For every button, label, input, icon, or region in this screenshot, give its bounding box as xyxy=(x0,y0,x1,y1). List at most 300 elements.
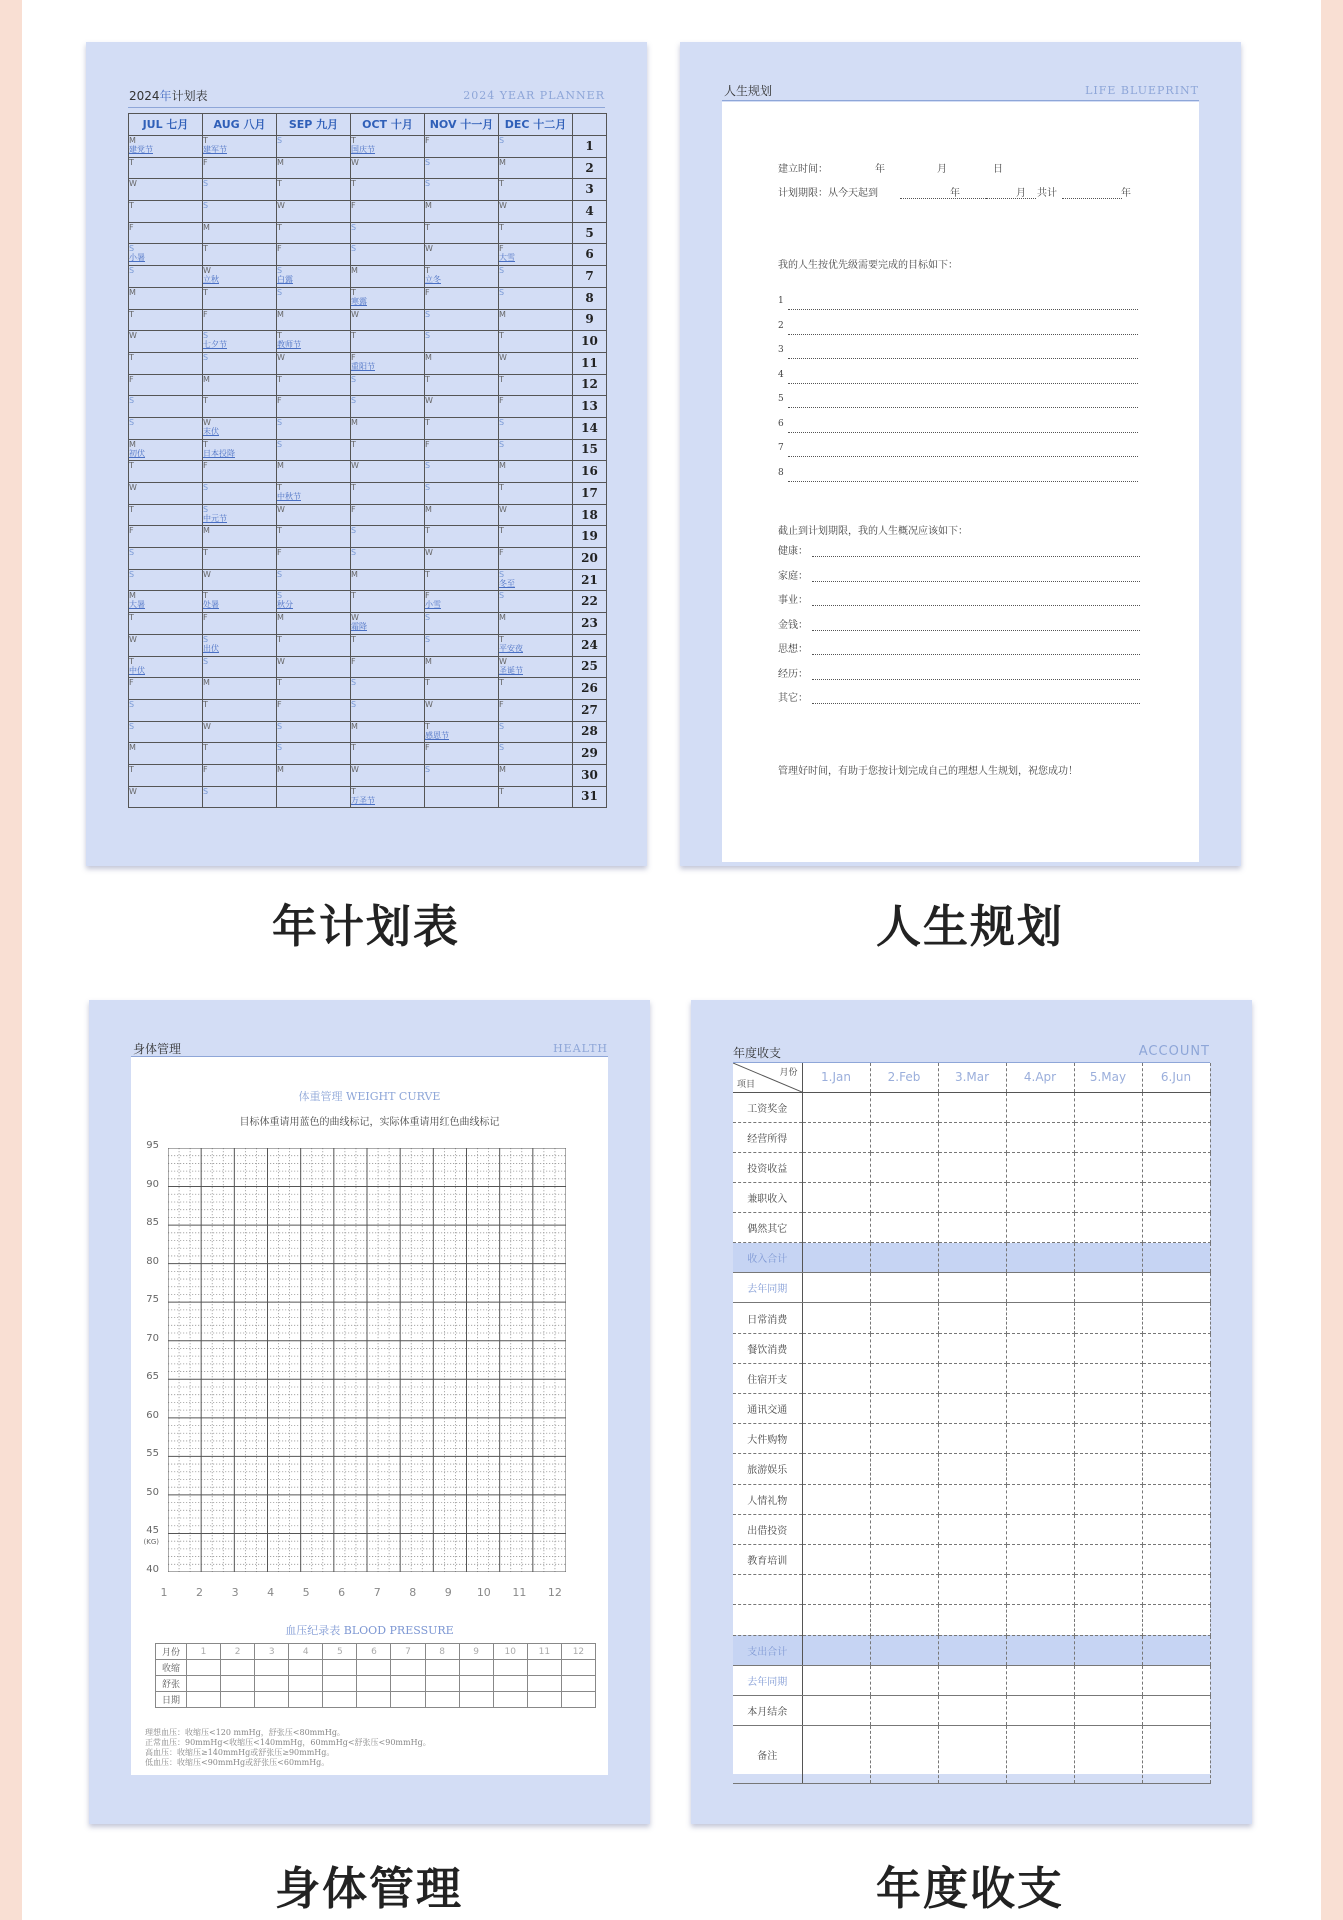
account-row-label xyxy=(733,1605,802,1635)
weekday-letter: T xyxy=(129,613,134,623)
day-number: 22 xyxy=(573,591,607,613)
weekday-letter: T xyxy=(499,331,504,341)
holiday-label: 大暑 xyxy=(129,600,145,610)
day-cell xyxy=(203,504,277,526)
goal-number: 2 xyxy=(778,320,784,331)
weekday-letter: T xyxy=(425,222,430,232)
goal-line xyxy=(788,481,1138,482)
weekday-letter: T xyxy=(499,374,504,384)
goal-number: 4 xyxy=(778,369,784,380)
account-cell xyxy=(1142,1514,1210,1544)
day-cell xyxy=(499,548,573,570)
account-cell xyxy=(870,1605,938,1635)
day-cell xyxy=(425,526,499,548)
day-cell xyxy=(425,743,499,765)
weekday-letter: S xyxy=(351,548,357,558)
weight-tick-label: 70 xyxy=(146,1332,159,1344)
account-cell xyxy=(1142,1725,1210,1783)
day-cell xyxy=(203,374,277,396)
account-month: 5.May xyxy=(1074,1063,1142,1092)
weekday-letter: S xyxy=(351,678,357,688)
status-area-line xyxy=(812,605,1140,606)
account-cell xyxy=(870,1394,938,1424)
status-area-line xyxy=(812,630,1140,631)
account-cell xyxy=(1074,1213,1142,1243)
bp-row xyxy=(156,1660,596,1676)
account-cell xyxy=(1074,1303,1142,1333)
day-cell xyxy=(499,634,573,656)
day-cell xyxy=(351,678,425,700)
day-cell xyxy=(351,699,425,721)
day-cell xyxy=(425,287,499,309)
account-cell xyxy=(802,1695,870,1725)
weekday-letter: T xyxy=(277,374,282,384)
day-cell xyxy=(351,764,425,786)
account-cell xyxy=(870,1695,938,1725)
day-cell xyxy=(129,548,203,570)
month-tick-label: 1 xyxy=(160,1586,168,1599)
bp-cell xyxy=(561,1692,595,1708)
account-cell xyxy=(1074,1273,1142,1303)
weekday-letter: M xyxy=(277,309,284,319)
day-number: 18 xyxy=(573,504,607,526)
weekday-letter: S xyxy=(499,721,505,731)
day-cell xyxy=(351,721,425,743)
day-cell xyxy=(277,374,351,396)
day-cell xyxy=(277,699,351,721)
weekday-letter: M xyxy=(203,678,210,688)
account-cell xyxy=(1006,1152,1074,1182)
planner-row xyxy=(129,136,607,158)
month-header: NOV 十一月 xyxy=(425,114,499,136)
account-card xyxy=(691,1000,1252,1824)
day-number: 21 xyxy=(573,569,607,591)
day-cell xyxy=(203,548,277,570)
status-area-label: 经历： xyxy=(778,668,808,680)
day-cell xyxy=(277,634,351,656)
month-tick-label: 4 xyxy=(267,1586,275,1599)
day-cell xyxy=(277,266,351,288)
day-cell xyxy=(277,656,351,678)
weight-grid xyxy=(168,1148,566,1572)
account-row xyxy=(733,1635,1210,1665)
day-number: 2 xyxy=(573,157,607,179)
account-cell xyxy=(802,1484,870,1514)
weekday-letter: F xyxy=(129,526,134,536)
weekday-letter: S xyxy=(499,266,505,276)
bp-cell xyxy=(255,1660,289,1676)
weekday-letter: T xyxy=(499,483,504,492)
planner-row xyxy=(129,569,607,591)
day-number: 1 xyxy=(573,136,607,158)
day-number: 20 xyxy=(573,548,607,570)
planner-row xyxy=(129,656,607,678)
planner-row xyxy=(129,222,607,244)
day-cell xyxy=(277,287,351,309)
account-row xyxy=(733,1454,1210,1484)
weight-tick-label: 90 xyxy=(146,1178,159,1190)
period-year-line xyxy=(900,198,986,199)
account-cell xyxy=(1074,1575,1142,1605)
account-cell xyxy=(802,1152,870,1182)
bp-month: 9 xyxy=(459,1644,493,1660)
holiday-label: 出伏 xyxy=(203,643,219,653)
account-row xyxy=(733,1424,1210,1454)
account-cell xyxy=(1074,1333,1142,1363)
day-number: 13 xyxy=(573,396,607,418)
holiday-label: 中伏 xyxy=(129,665,145,675)
day-cell xyxy=(425,483,499,505)
status-area-line xyxy=(812,581,1140,582)
weekday-letter: S xyxy=(203,352,209,362)
planner-row xyxy=(129,331,607,353)
weekday-letter: M xyxy=(203,374,210,384)
day-cell xyxy=(203,786,277,808)
weekday-letter: T xyxy=(351,331,356,341)
planner-row xyxy=(129,721,607,743)
day-cell xyxy=(129,656,203,678)
account-row-label: 日常消费 xyxy=(733,1303,802,1333)
weekday-letter: W xyxy=(351,764,359,774)
bp-cell xyxy=(425,1660,459,1676)
weekday-letter: S xyxy=(351,374,357,384)
account-cell xyxy=(1006,1273,1074,1303)
status-area-line xyxy=(812,556,1140,557)
weekday-letter: F xyxy=(203,309,208,319)
goal-number: 8 xyxy=(778,467,784,478)
weekday-letter: M xyxy=(129,287,136,297)
account-row xyxy=(733,1514,1210,1544)
day-cell xyxy=(499,743,573,765)
health-title: 身体管理 xyxy=(133,1042,182,1056)
weekday-letter: M xyxy=(129,439,136,449)
day-number: 15 xyxy=(573,439,607,461)
account-row-label: 餐饮消费 xyxy=(733,1333,802,1363)
weekday-letter: S xyxy=(499,569,505,579)
planner-row xyxy=(129,287,607,309)
bp-cell xyxy=(323,1660,357,1676)
goal-number: 5 xyxy=(778,394,784,404)
day-cell xyxy=(129,699,203,721)
planner-row xyxy=(129,417,607,439)
weekday-letter: T xyxy=(351,483,356,492)
account-cell xyxy=(802,1575,870,1605)
bp-cell xyxy=(391,1660,425,1676)
weekday-letter: W xyxy=(499,656,507,666)
account-cell xyxy=(1006,1243,1074,1273)
day-cell xyxy=(203,331,277,353)
account-row xyxy=(733,1575,1210,1605)
day-cell xyxy=(277,591,351,613)
account-cell xyxy=(1074,1695,1142,1725)
weekday-letter: T xyxy=(425,721,430,731)
weekday-letter: S xyxy=(351,396,357,406)
planner-row xyxy=(129,396,607,418)
day-number: 28 xyxy=(573,721,607,743)
holiday-label: 感恩节 xyxy=(425,730,449,740)
day-cell xyxy=(277,309,351,331)
bp-month: 1 xyxy=(187,1644,221,1660)
day-cell xyxy=(499,244,573,266)
account-row xyxy=(733,1363,1210,1393)
weekday-letter: M xyxy=(129,591,136,601)
account-cell xyxy=(1006,1303,1074,1333)
weekday-letter: T xyxy=(499,222,504,232)
weekday-letter: T xyxy=(203,743,208,753)
day-cell xyxy=(425,504,499,526)
weekday-letter: M xyxy=(425,352,432,362)
day-number: 12 xyxy=(573,374,607,396)
account-cell xyxy=(870,1575,938,1605)
day-cell xyxy=(425,157,499,179)
account-cell xyxy=(938,1363,1006,1393)
weekday-letter: W xyxy=(129,786,137,796)
holiday-label: 七夕节 xyxy=(203,340,227,350)
account-month: 4.Apr xyxy=(1006,1063,1074,1092)
bp-corner: 月份 xyxy=(156,1644,187,1660)
bp-month: 2 xyxy=(221,1644,255,1660)
account-cell xyxy=(1074,1394,1142,1424)
day-cell xyxy=(129,786,203,808)
weekday-letter: S xyxy=(351,699,357,709)
day-cell xyxy=(425,201,499,223)
weekday-letter: F xyxy=(351,656,356,666)
blood-pressure-table xyxy=(155,1643,596,1708)
goal-line xyxy=(788,309,1138,310)
weekday-letter: T xyxy=(129,157,134,167)
day-cell xyxy=(203,439,277,461)
day-cell xyxy=(129,201,203,223)
account-cell xyxy=(1006,1665,1074,1695)
weekday-letter: M xyxy=(499,309,506,319)
weekday-letter: W xyxy=(425,699,433,709)
life-title-en: LIFE BLUEPRINT xyxy=(1085,84,1199,97)
holiday-label: 大雪 xyxy=(499,253,515,263)
bp-cell xyxy=(425,1692,459,1708)
weekday-letter: S xyxy=(351,526,357,536)
status-area-label: 事业： xyxy=(778,595,808,606)
day-cell xyxy=(277,569,351,591)
day-cell xyxy=(203,483,277,505)
goal-number: 1 xyxy=(778,296,784,306)
day-cell xyxy=(351,331,425,353)
weekday-letter: W xyxy=(203,417,211,427)
bp-cell xyxy=(459,1660,493,1676)
day-cell xyxy=(425,764,499,786)
account-cell xyxy=(802,1122,870,1152)
weekday-letter: F xyxy=(425,591,430,601)
weekday-letter: S xyxy=(129,266,135,276)
account-cell xyxy=(938,1544,1006,1574)
account-row-label: 去年同期 xyxy=(733,1665,802,1695)
account-cell xyxy=(938,1484,1006,1514)
planner-row xyxy=(129,591,607,613)
weekday-letter: W xyxy=(277,352,285,362)
month-header: DEC 十二月 xyxy=(499,114,573,136)
day-cell xyxy=(499,309,573,331)
day-cell xyxy=(277,352,351,374)
account-row-label: 旅游娱乐 xyxy=(733,1454,802,1484)
account-cell xyxy=(1142,1575,1210,1605)
life-title: 人生规划 xyxy=(724,84,773,98)
status-area-label: 健康： xyxy=(778,546,808,557)
account-cell xyxy=(1142,1424,1210,1454)
day-number: 30 xyxy=(573,764,607,786)
weekday-letter: T xyxy=(203,548,208,558)
account-row xyxy=(733,1122,1210,1152)
status-intro: 截止到计划期限，我的人生概况应该如下： xyxy=(778,526,968,537)
bp-cell xyxy=(527,1676,561,1692)
holiday-label: 处暑 xyxy=(203,600,219,610)
account-cell xyxy=(1006,1544,1074,1574)
weekday-letter: M xyxy=(425,201,432,211)
weight-axis-unit: (KG) xyxy=(143,1538,159,1546)
day-cell xyxy=(129,417,203,439)
weekday-letter: T xyxy=(351,743,356,753)
day-cell xyxy=(425,266,499,288)
weekday-letter: W xyxy=(425,244,433,254)
day-number-header xyxy=(573,114,607,136)
account-month: 3.Mar xyxy=(938,1063,1006,1092)
year-planner-card xyxy=(86,42,647,866)
day-cell xyxy=(203,417,277,439)
weight-tick-label: 75 xyxy=(146,1294,159,1306)
planner-row xyxy=(129,548,607,570)
day-cell xyxy=(425,352,499,374)
weight-tick-label: 80 xyxy=(146,1255,159,1267)
day-cell xyxy=(277,331,351,353)
day-cell xyxy=(277,504,351,526)
account-cell xyxy=(938,1394,1006,1424)
account-row-label: 支出合计 xyxy=(733,1635,802,1665)
day-cell xyxy=(499,287,573,309)
day-number: 16 xyxy=(573,461,607,483)
day-cell xyxy=(277,786,351,808)
weekday-letter: S xyxy=(425,764,431,774)
account-row xyxy=(733,1544,1210,1574)
weekday-letter: W xyxy=(351,461,359,471)
day-cell xyxy=(277,721,351,743)
weekday-letter: T xyxy=(277,526,282,536)
account-month: 2.Feb xyxy=(870,1063,938,1092)
goal-line xyxy=(788,358,1138,359)
day-cell xyxy=(203,613,277,635)
weekday-letter: M xyxy=(351,569,358,579)
account-corner xyxy=(733,1063,802,1092)
established-month-word: 月 xyxy=(937,164,947,175)
life-plan-card xyxy=(680,42,1241,866)
day-cell xyxy=(499,331,573,353)
account-row xyxy=(733,1665,1210,1695)
weekday-letter: T xyxy=(203,591,208,601)
account-cell xyxy=(1006,1363,1074,1393)
day-cell xyxy=(351,396,425,418)
day-cell xyxy=(351,786,425,808)
account-cell xyxy=(1006,1122,1074,1152)
day-cell xyxy=(351,201,425,223)
weekday-letter: M xyxy=(203,222,210,232)
account-cell xyxy=(1006,1454,1074,1484)
account-row xyxy=(733,1394,1210,1424)
day-cell xyxy=(425,656,499,678)
weekday-letter: T xyxy=(129,352,134,362)
account-cell xyxy=(802,1635,870,1665)
period-year-word: 年 xyxy=(950,188,960,199)
day-cell xyxy=(203,656,277,678)
day-cell xyxy=(499,461,573,483)
planner-row xyxy=(129,764,607,786)
day-cell xyxy=(129,374,203,396)
weekday-letter: T xyxy=(129,656,134,666)
holiday-label: 霜降 xyxy=(351,622,367,632)
account-cell xyxy=(870,1092,938,1122)
bp-month: 5 xyxy=(323,1644,357,1660)
day-cell xyxy=(425,461,499,483)
planner-header-rule xyxy=(128,107,605,108)
weekday-letter: S xyxy=(499,439,505,449)
year-planner-table xyxy=(128,113,607,808)
day-cell xyxy=(351,526,425,548)
month-tick-label: 9 xyxy=(444,1586,452,1599)
holiday-label: 立秋 xyxy=(203,275,219,285)
day-cell xyxy=(203,634,277,656)
bp-cell xyxy=(357,1676,391,1692)
period-total-year-word: 年 xyxy=(1121,188,1131,199)
bp-note: 低血压：收缩压<90mmHg或舒张压<60mmHg。 xyxy=(145,1758,330,1767)
day-number: 31 xyxy=(573,786,607,808)
account-cell xyxy=(1006,1725,1074,1783)
bp-row-label: 日期 xyxy=(156,1692,187,1708)
day-cell xyxy=(277,483,351,505)
holiday-label: 中秋节 xyxy=(277,492,301,501)
day-cell xyxy=(277,743,351,765)
goal-number: 3 xyxy=(778,345,784,355)
weekday-letter: F xyxy=(425,439,430,449)
weekday-letter: W xyxy=(277,656,285,666)
weekday-letter: F xyxy=(425,287,430,297)
account-cell xyxy=(1006,1635,1074,1665)
account-cell xyxy=(802,1605,870,1635)
weekday-letter: S xyxy=(277,417,283,427)
account-cell xyxy=(938,1122,1006,1152)
weekday-letter: M xyxy=(425,656,432,666)
day-cell xyxy=(351,309,425,331)
weekday-letter: T xyxy=(499,678,504,688)
day-cell xyxy=(351,157,425,179)
bp-cell xyxy=(357,1692,391,1708)
account-row-label: 教育培训 xyxy=(733,1544,802,1574)
month-tick-label: 2 xyxy=(196,1586,204,1599)
day-cell xyxy=(129,309,203,331)
bp-note: 高血压：收缩压≥140mmHg或舒张压≥90mmHg。 xyxy=(145,1748,335,1757)
day-number: 29 xyxy=(573,743,607,765)
day-cell xyxy=(351,548,425,570)
goal-line xyxy=(788,456,1138,457)
account-cell xyxy=(870,1665,938,1695)
day-cell xyxy=(277,157,351,179)
goal-line xyxy=(788,407,1138,408)
day-cell xyxy=(129,526,203,548)
account-cell xyxy=(1142,1363,1210,1393)
account-cell xyxy=(1074,1514,1142,1544)
day-number: 6 xyxy=(573,244,607,266)
account-cell xyxy=(1074,1484,1142,1514)
weekday-letter: F xyxy=(203,613,208,623)
day-cell xyxy=(129,136,203,158)
weekday-letter: F xyxy=(277,548,282,558)
weekday-letter: T xyxy=(499,179,504,189)
planner-title: 2024年计划表 xyxy=(129,89,208,103)
